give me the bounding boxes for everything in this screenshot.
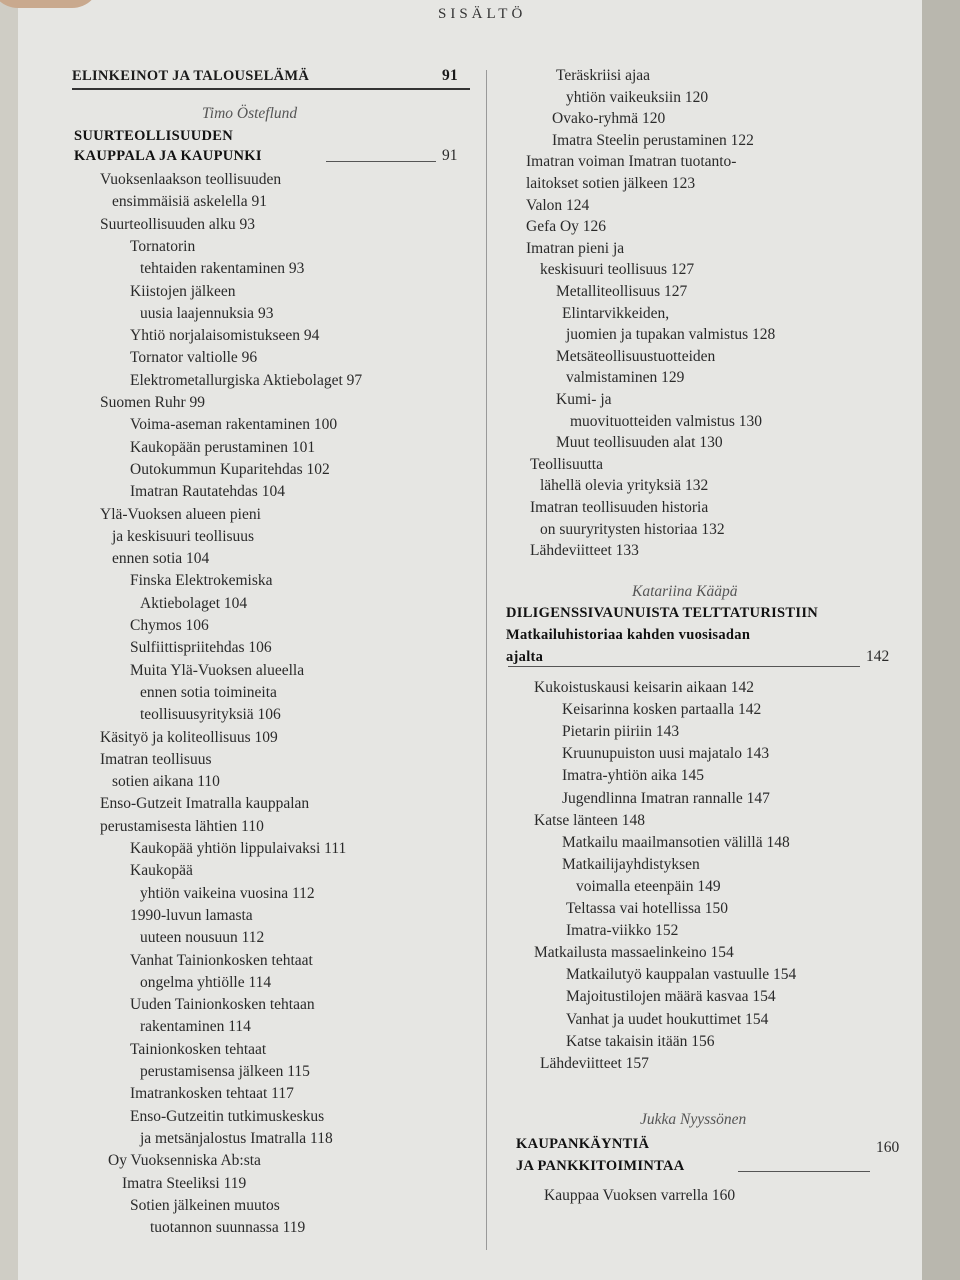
toc-entry: Keisarinna kosken partaalla 142 <box>562 701 762 719</box>
toc-entry: Imatra-viikko 152 <box>566 922 679 940</box>
author-3: Jukka Nyyssönen <box>640 1111 747 1128</box>
toc-entry: Elintarvikkeiden, <box>562 304 670 322</box>
toc-entry: Kiistojen jälkeen <box>130 282 236 300</box>
toc-entry: Tornatorin <box>130 237 196 255</box>
toc-entry: keskisuuri teollisuus 127 <box>540 261 695 279</box>
toc-entry: Metalliteollisuus 127 <box>556 283 688 300</box>
toc-entry: Elektrometallurgiska Aktiebolaget 97 <box>130 371 363 389</box>
toc-entry: Matkailutyö kauppalan vastuulle 154 <box>566 966 797 984</box>
toc-entry: Enso-Gutzeitin tutkimuskeskus <box>130 1107 325 1125</box>
toc-entry: Sulfiittispriitehdas 106 <box>130 639 272 657</box>
toc-entry: Teltassa vai hotellissa 150 <box>566 900 729 917</box>
toc-entry: Finska Elektrokemiska <box>130 572 273 590</box>
toc-entry: Enso-Gutzeit Imatralla kauppalan <box>100 795 310 813</box>
toc-entry: Sotien jälkeinen muutos <box>130 1196 280 1214</box>
toc-entry: Suomen Ruhr 99 <box>100 394 206 411</box>
chapter2-page: 142 <box>866 648 890 665</box>
toc-entry: voimalla eteenpäin 149 <box>576 877 721 895</box>
toc-entry: Ylä-Vuoksen alueen pieni <box>100 505 261 523</box>
chapter2-line3: ajalta <box>506 649 544 665</box>
toc-entry: Gefa Oy 126 <box>526 218 607 236</box>
toc-entry: ongelma yhtiölle 114 <box>140 973 272 991</box>
chapter3-leader <box>738 1171 870 1172</box>
toc-entry: laitokset sotien jälkeen 123 <box>526 175 696 192</box>
toc-entry: yhtiön vaikeuksiin 120 <box>566 88 709 106</box>
toc-entry: Tainionkosken tehtaat <box>130 1040 267 1058</box>
toc-entry: Outokummun Kuparitehdas 102 <box>130 460 330 478</box>
author: Timo Östeflund <box>202 105 298 122</box>
chapter3-line1: KAUPANKÄYNTIÄ <box>516 1136 650 1152</box>
toc-entry: Kaukopää yhtiön lippulaivaksi 111 <box>130 840 347 857</box>
toc-entry: sotien aikana 110 <box>112 773 220 791</box>
chapter-title-line2: KAUPPALA JA KAUPUNKI <box>74 148 262 164</box>
chapter2-line2: Matkailuhistoriaa kahden vuosisadan <box>506 627 751 643</box>
toc-entry: Katse länteen 148 <box>534 811 646 829</box>
toc-entry: Teollisuutta <box>530 455 603 473</box>
toc-entry: perustamisesta lähtien 110 <box>100 817 264 835</box>
toc-entry: Matkailu maailmansotien välillä 148 <box>562 833 790 851</box>
toc-entry: Käsityö ja koliteollisuus 109 <box>100 728 278 746</box>
toc-entry: Suurteollisuuden alku 93 <box>100 215 255 233</box>
chapter-leader <box>326 161 436 162</box>
chapter2-line1: DILIGENSSIVAUNUISTA TELTTATURISTIIN <box>506 605 819 621</box>
toc-entry: Kruunupuiston uusi majatalo 143 <box>562 745 770 763</box>
toc-entry: Kauppaa Vuoksen varrella 160 <box>544 1187 736 1204</box>
author-2: Katariina Kääpä <box>632 583 738 600</box>
toc-entry: ennen sotia 104 <box>112 550 210 568</box>
toc-entry: Kaukopään perustaminen 101 <box>130 438 316 456</box>
toc-entry: Imatran teollisuuden historia <box>530 499 709 516</box>
toc-entry: perustamisensa jälkeen 115 <box>140 1063 310 1080</box>
toc-entry: Chymos 106 <box>130 617 209 634</box>
toc-entry: Vuoksenlaakson teollisuuden <box>100 171 282 188</box>
toc-entry: Pietarin piiriin 143 <box>562 723 680 741</box>
toc-entry: Muita Ylä-Vuoksen alueella <box>130 661 305 679</box>
toc-entry: ja metsänjalostus Imatralla 118 <box>140 1129 333 1147</box>
running-head: SISÄLTÖ <box>438 6 527 22</box>
chapter-title-line1: SUURTEOLLISUUDEN <box>74 128 233 144</box>
toc-entry: Kumi- ja <box>556 391 612 408</box>
toc-entry: juomien ja tupakan valmistus 128 <box>566 326 776 344</box>
toc-entry: Yhtiö norjalaisomistukseen 94 <box>130 327 320 345</box>
toc-entry: Uuden Tainionkosken tehtaan <box>130 996 315 1014</box>
toc-entry: Ovako-ryhmä 120 <box>552 110 666 128</box>
toc-entry: ennen sotia toimineita <box>140 683 277 701</box>
toc-entry: Matkailusta massaelinkeino 154 <box>534 944 734 962</box>
toc-entry: Imatran teollisuus <box>100 750 212 768</box>
toc-entry: Kaukopää <box>130 862 193 880</box>
toc-entry: Voima-aseman rakentaminen 100 <box>130 416 338 434</box>
toc-entry: 1990-luvun lamasta <box>130 906 253 924</box>
toc-entry: Imatra Steelin perustaminen 122 <box>552 131 754 149</box>
toc-entry: uusia laajennuksia 93 <box>140 304 274 322</box>
toc-entry: lähellä olevia yrityksiä 132 <box>540 477 709 495</box>
toc-entry: Imatran Rautatehdas 104 <box>130 483 285 501</box>
toc-entry: Aktiebolaget 104 <box>140 594 248 612</box>
toc-entry: muovituotteiden valmistus 130 <box>570 412 763 430</box>
toc-entry: Oy Vuoksenniska Ab:sta <box>108 1152 261 1170</box>
chapter-page: 91 <box>442 147 458 164</box>
toc-entry: Metsäteollisuustuotteiden <box>556 347 716 365</box>
toc-entry: tehtaiden rakentaminen 93 <box>140 260 305 278</box>
toc-entry: tuotannon suunnassa 119 <box>150 1219 306 1237</box>
chapter3-line2: JA PANKKITOIMINTAA <box>516 1158 685 1174</box>
toc-entry: uuteen nousuun 112 <box>140 929 265 947</box>
toc-entry: Tornator valtiolle 96 <box>130 349 258 367</box>
toc-entry: ja keskisuuri teollisuus <box>112 527 255 545</box>
toc-entry: yhtiön vaikeina vuosina 112 <box>140 884 315 902</box>
toc-entry: rakentaminen 114 <box>140 1018 251 1036</box>
toc-entry: Muut teollisuuden alat 130 <box>556 434 723 452</box>
toc-entry: Imatran voiman Imatran tuotanto- <box>526 153 737 171</box>
toc-entry: Lähdeviitteet 157 <box>540 1054 649 1072</box>
chapter3-page: 160 <box>876 1139 900 1156</box>
toc-entry: Vanhat ja uudet houkuttimet 154 <box>566 1010 769 1028</box>
section-rule <box>72 88 470 90</box>
toc-entry: Lähdeviitteet 133 <box>530 542 639 560</box>
toc-entry: Majoitustilojen määrä kasvaa 154 <box>566 988 776 1006</box>
toc-entry: teollisuusyrityksiä 106 <box>140 706 281 724</box>
section-page: 91 <box>442 67 459 84</box>
chapter2-leader <box>508 666 860 667</box>
toc-entry: Valon 124 <box>526 196 590 214</box>
toc-entry: valmistaminen 129 <box>566 369 685 387</box>
toc-entry: Imatra-yhtiön aika 145 <box>562 767 705 785</box>
section-title: ELINKEINOT JA TALOUSELÄMÄ <box>72 68 310 84</box>
toc-entry: Imatran pieni ja <box>526 239 625 257</box>
toc-entry: Jugendlinna Imatran rannalle 147 <box>562 789 770 807</box>
toc-entry: Teräskriisi ajaa <box>556 67 651 84</box>
toc-entry: Katse takaisin itään 156 <box>566 1032 715 1050</box>
toc-entry: Imatrankosken tehtaat 117 <box>130 1085 294 1103</box>
toc-entry: Imatra Steeliksi 119 <box>122 1174 247 1192</box>
column-divider <box>486 70 487 1250</box>
toc-entry: Kukoistuskausi keisarin aikaan 142 <box>534 679 754 696</box>
toc-entry: Vanhat Tainionkosken tehtaat <box>130 951 313 969</box>
toc-entry: ensimmäisiä askelella 91 <box>112 193 267 211</box>
toc-entry: Matkailijayhdistyksen <box>562 855 700 873</box>
toc-entry: on suuryritysten historiaa 132 <box>540 520 725 538</box>
page-edge <box>922 0 960 1280</box>
